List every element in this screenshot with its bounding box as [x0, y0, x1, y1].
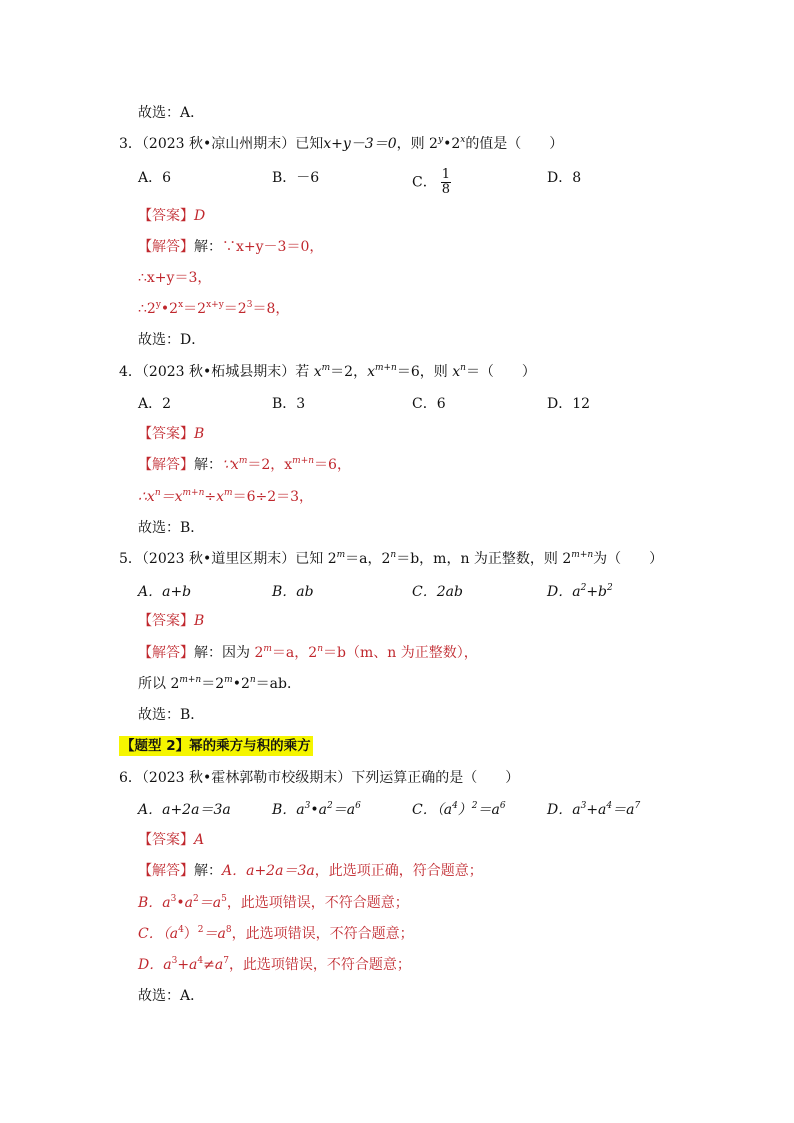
question-3-options: [0, 164, 794, 197]
question-6-solution-1: 【解答】解：A．a+2a＝3a，此选项正确，符合题意；: [138, 863, 483, 879]
option-c: C．6: [412, 396, 446, 412]
option-d: D．$a^2+b^2$: [547, 583, 613, 600]
option-b: B．ab: [272, 584, 314, 600]
question-4-options: [0, 390, 794, 414]
question-5-solution-2: 所以 $2^{m+n}=2^m•2^n=ab$．: [138, 675, 301, 692]
question-6-solution-3: C．$(a^4)^2=a^8$，此选项错误，不符合题意；: [138, 925, 414, 942]
question-3-answer: 【答案】D: [138, 208, 206, 224]
option-d: D．8: [547, 170, 582, 186]
question-3-solution-1: 【解答】解：∵x+y－3＝0，: [138, 239, 324, 255]
question-5-options: [0, 578, 794, 602]
question-4-solution-1: 【解答】解：$\because x^m=2$，$x^{m+n}=6$，: [138, 456, 351, 473]
option-c: C．2ab: [412, 584, 463, 600]
question-4-choose: 故选：B．: [138, 520, 205, 536]
question-6-answer: 【答案】A: [138, 832, 205, 848]
question-4-solution-2: $\therefore x^n=x^{m+n}\div x^m=6\div 2=3$，: [138, 488, 314, 505]
option-d: D．12: [547, 396, 591, 412]
question-6-solution-2: B．$a^3•a^2=a^5$，此选项错误，不符合题意；: [138, 894, 409, 911]
question-5-answer: 【答案】B: [138, 613, 205, 629]
question-6-options: [0, 796, 794, 820]
question-6-solution-4: D．$a^3+a^4\ne a^7$，此选项错误，不符合题意；: [138, 956, 411, 973]
choose-line-prev: 故选：A．: [138, 105, 205, 121]
question-5-solution-1: 【解答】解：因为 $2^m=a$，$2^n=b(m$、n 为正整数），: [138, 644, 478, 661]
section-heading: 【题型 2】幂的乘方与积的乘方: [121, 738, 311, 754]
question-5-stem: 5．（2023 秋•道里区期末）已知 $2^m=a$，$2^n=b$，m，n 为正整数，则 $2^{m+n}$为（ ）: [119, 550, 664, 567]
question-6-choose: 故选：A．: [138, 988, 205, 1004]
question-3-solution-2: ∴x+y＝3，: [138, 270, 212, 286]
question-3-solution-3: $\therefore 2^y•2^x=2^{x+y}=2^3=8$，: [138, 300, 290, 317]
option-a: A．a+b: [138, 584, 192, 600]
option-a: A．a+2a＝3a: [138, 802, 231, 818]
option-c: C． $\frac{1}{8}$: [412, 167, 450, 197]
option-a: A．2: [138, 396, 172, 412]
question-4-stem: 4．（2023 秋•柘城县期末）若 $x^m=2$，$x^{m+n}=6$，则 $x^n=$（ ）: [119, 363, 536, 380]
question-3-stem: 3．（2023 秋•凉山州期末）已知x+y－3＝0，则 2$^y$•2$^x$的值是（ ）: [119, 135, 564, 152]
question-4-answer: 【答案】B: [138, 426, 205, 442]
option-a: A．6: [138, 170, 172, 186]
question-3-choose: 故选：D．: [138, 332, 206, 348]
option-b: B．$a^3•a^2=a^6$: [272, 801, 361, 818]
option-d: D．$a^3+a^4=a^7$: [547, 801, 641, 818]
option-b: B．－6: [272, 170, 320, 186]
option-c: C．$(a^4)^2=a^6$: [412, 801, 506, 818]
question-5-choose: 故选：B．: [138, 707, 205, 723]
fraction: $\frac{1}{8}$: [441, 167, 450, 197]
question-6-stem: 6．（2023 秋•霍林郭勒市校级期末）下列运算正确的是（ ）: [119, 770, 520, 786]
option-b: B．3: [272, 396, 306, 412]
